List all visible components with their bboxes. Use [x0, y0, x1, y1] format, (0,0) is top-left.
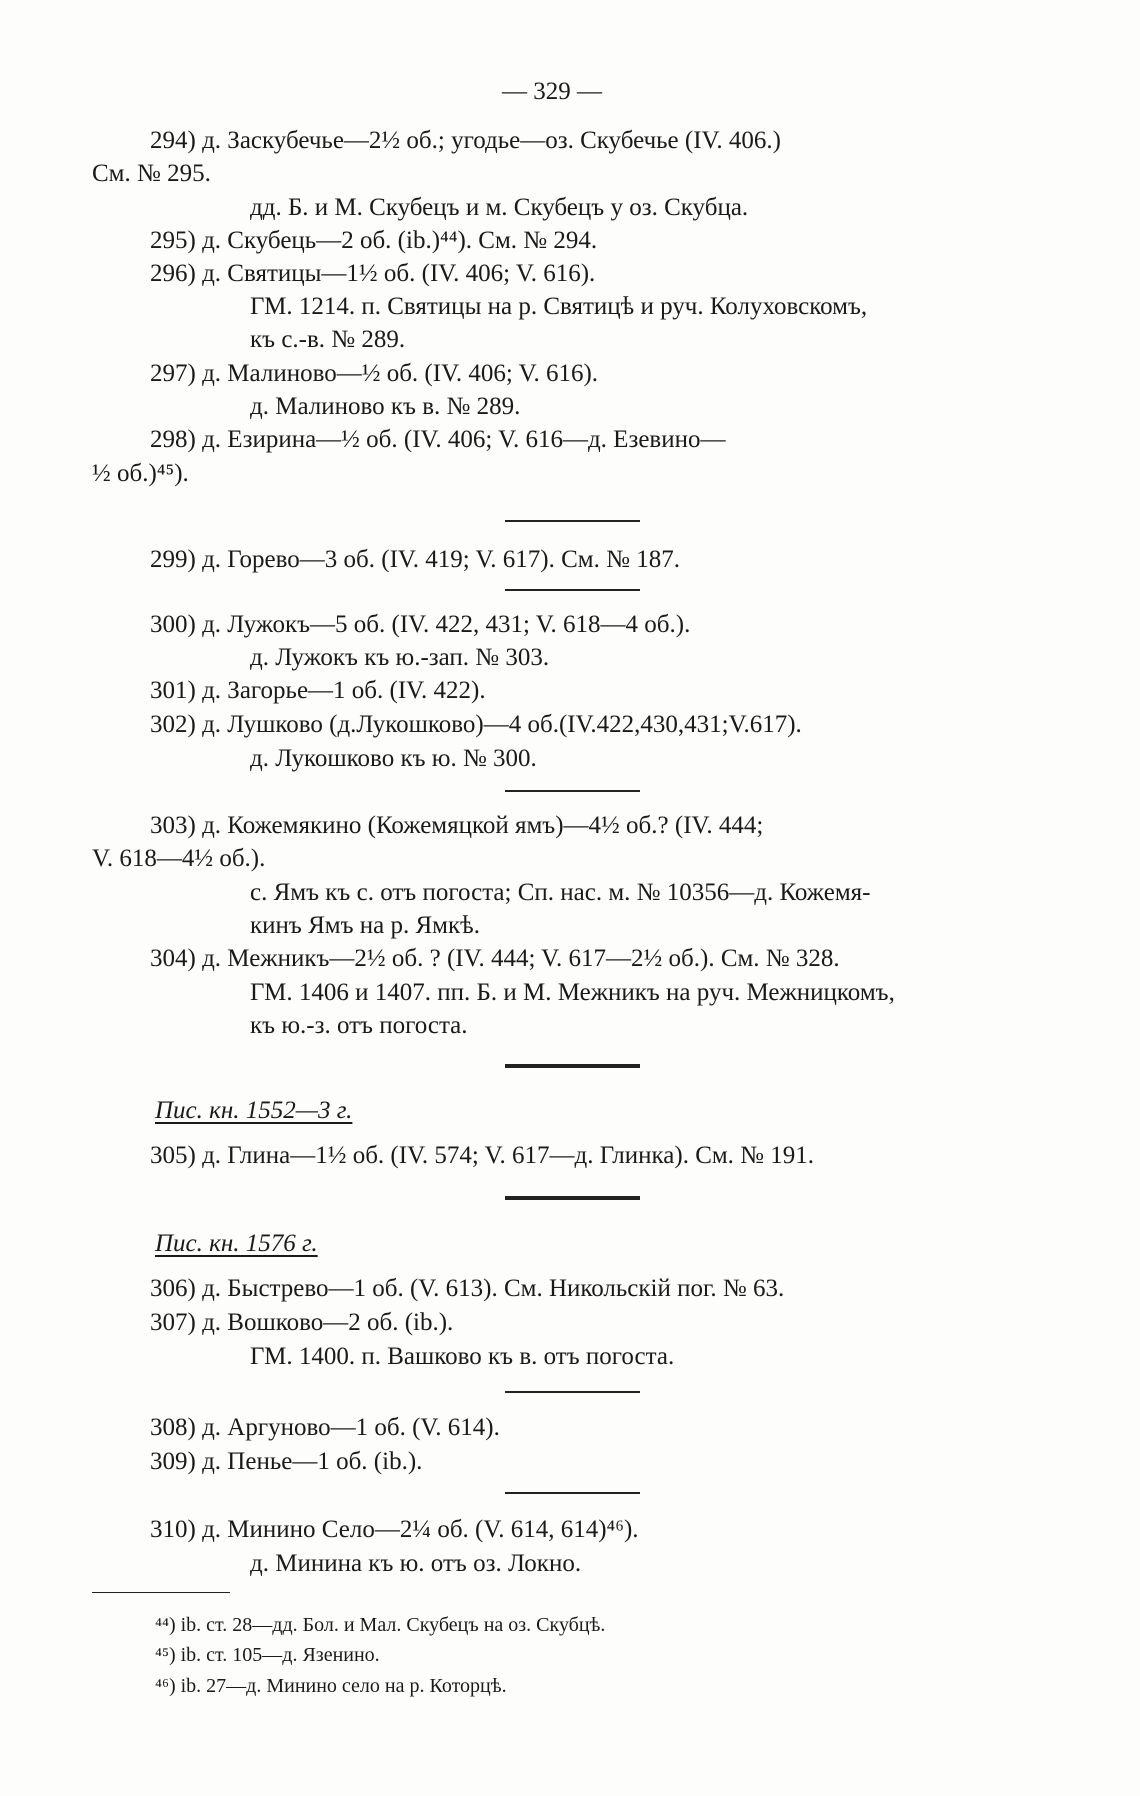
entry-294-line-2: См. № 295. — [92, 160, 211, 187]
entry-309-line-1: 309) д. Пенье—1 об. (ib.). — [150, 1448, 423, 1475]
entry-296-line-1: 296) д. Святицы—1½ об. (IV. 406; V. 616). — [150, 260, 596, 287]
section-divider-bold — [505, 1064, 640, 1068]
footnote-46: ⁴⁶) ib. 27—д. Минино село на р. Которцѣ. — [155, 1675, 507, 1697]
section-divider — [505, 790, 640, 792]
section-divider-bold — [505, 1196, 640, 1200]
entry-304-line-2: ГМ. 1406 и 1407. пп. Б. и М. Межникъ на руч. Межницкомъ, — [250, 979, 895, 1006]
entry-296-line-3: къ с.-в. № 289. — [250, 326, 406, 353]
footnote-separator — [92, 1592, 230, 1593]
entry-307-line-2: ГМ. 1400. п. Вашково къ в. отъ погоста. — [250, 1343, 675, 1370]
footnote-45: ⁴⁵) ib. ст. 105—д. Язенино. — [155, 1644, 380, 1666]
entry-294-line-3: дд. Б. и М. Скубецъ и м. Скубецъ у оз. Скубца. — [250, 194, 749, 221]
entry-298-line-1: 298) д. Езирина—½ об. (IV. 406; V. 616—д. Езевино— — [150, 426, 726, 453]
footnote-44: ⁴⁴) ib. ст. 28—дд. Бол. и Мал. Скубецъ на оз. Скубцѣ. — [155, 1614, 606, 1636]
entry-310-line-2: д. Минина къ ю. отъ оз. Локно. — [250, 1550, 582, 1577]
entry-297-line-2: д. Малиново къ в. № 289. — [250, 393, 521, 420]
entry-303-line-1: 303) д. Кожемякино (Кожемяцкой ямъ)—4½ об.? (IV. 444; — [150, 812, 764, 839]
entry-295-line-1: 295) д. Скубець—2 об. (ib.)⁴⁴). См. № 294. — [150, 227, 598, 254]
entry-299-line-1: 299) д. Горево—3 об. (IV. 419; V. 617). См. № 187. — [150, 546, 680, 573]
entry-305-line-1: 305) д. Глина—1½ об. (IV. 574; V. 617—д. Глинка). См. № 191. — [150, 1142, 815, 1169]
entry-304-line-1: 304) д. Межникъ—2½ об. ? (IV. 444; V. 617—2½ об.). См. № 328. — [150, 945, 840, 972]
entry-298-line-2: ½ об.)⁴⁵). — [92, 460, 189, 487]
entry-302-line-2: д. Лукошково къ ю. № 300. — [250, 745, 537, 772]
section-heading-1552: Пис. кн. 1552—3 г. — [155, 1097, 353, 1124]
entry-310-line-1: 310) д. Минино Село—2¼ об. (V. 614, 614)⁴⁶). — [150, 1516, 639, 1543]
section-divider — [505, 520, 640, 522]
page-number: — 329 — — [502, 78, 602, 105]
entry-303-line-4: кинъ Ямъ на р. Ямкѣ. — [250, 912, 480, 939]
entry-300-line-2: д. Лужокъ къ ю.-зап. № 303. — [250, 644, 550, 671]
entry-308-line-1: 308) д. Аргуново—1 об. (V. 614). — [150, 1414, 500, 1441]
entry-302-line-1: 302) д. Лушково (д.Лукошково)—4 об.(IV.422,430,431;V.617). — [150, 711, 802, 738]
entry-303-line-3: с. Ямъ къ с. отъ погоста; Сп. нас. м. № 10356—д. Кожемя- — [250, 879, 871, 906]
entry-303-line-2: V. 618—4½ об.). — [92, 845, 266, 872]
entry-307-line-1: 307) д. Вошково—2 об. (ib.). — [150, 1309, 454, 1336]
entry-296-line-2: ГМ. 1214. п. Святицы на р. Святицѣ и руч. Колуховскомъ, — [250, 293, 868, 320]
entry-294-line-1: 294) д. Заскубечье—2½ об.; угодье—оз. Скубечье (IV. 406.) — [150, 127, 781, 154]
entry-304-line-3: къ ю.-з. отъ погоста. — [250, 1012, 468, 1039]
entry-297-line-1: 297) д. Малиново—½ об. (IV. 406; V. 616). — [150, 360, 599, 387]
section-divider — [505, 589, 640, 591]
entry-306-line-1: 306) д. Быстрево—1 об. (V. 613). См. Никольскій пог. № 63. — [150, 1275, 785, 1302]
entry-301-line-1: 301) д. Загорье—1 об. (IV. 422). — [150, 677, 486, 704]
section-divider — [505, 1391, 640, 1393]
section-divider — [505, 1492, 640, 1494]
entry-300-line-1: 300) д. Лужокъ—5 об. (IV. 422, 431; V. 618—4 об.). — [150, 611, 691, 638]
section-heading-1576: Пис. кн. 1576 г. — [155, 1230, 318, 1257]
